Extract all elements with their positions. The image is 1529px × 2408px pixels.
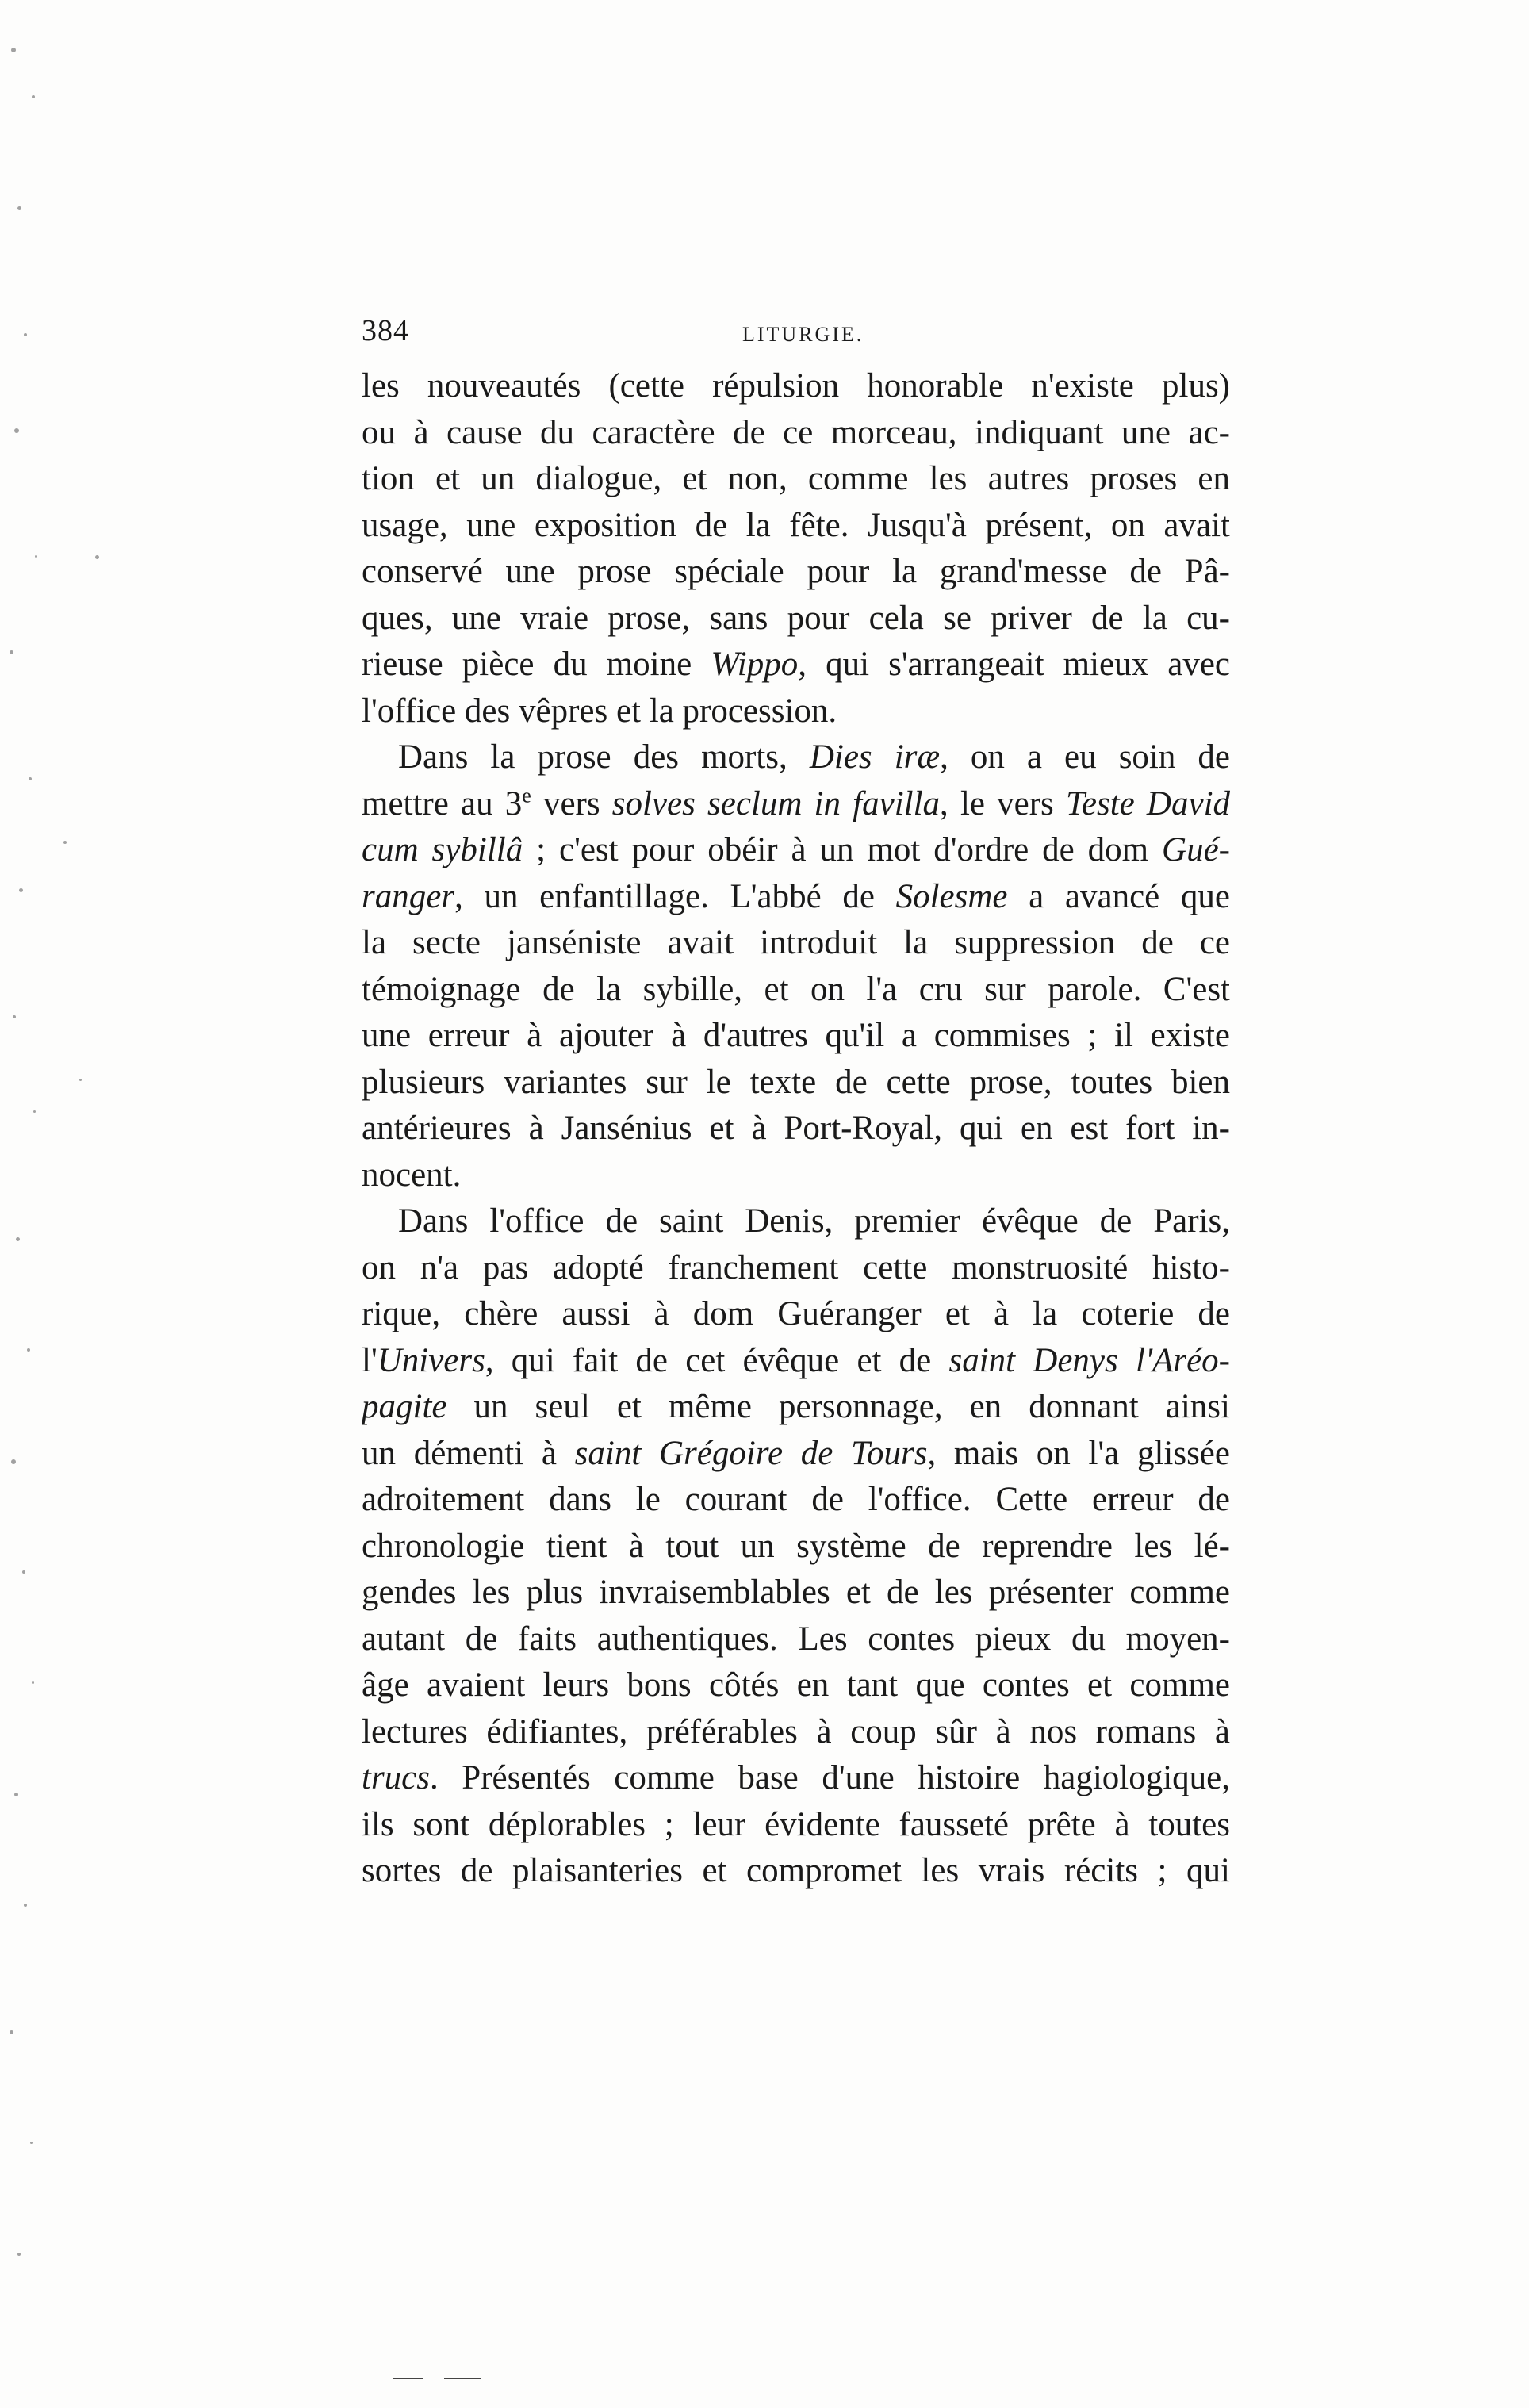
text-segment: chronologie tient à tout un système de reprendre les lé- (362, 1527, 1230, 1565)
scan-speck (24, 1904, 27, 1907)
text-segment: , qui fait de cet évêque et de (485, 1341, 949, 1379)
text-line (362, 642, 1230, 688)
text-line (362, 781, 1230, 828)
scan-speck (10, 650, 13, 654)
body-text (362, 363, 1230, 1895)
text-line (362, 1245, 1230, 1292)
page-header (362, 313, 1230, 361)
text-segment: ou à cause du caractère de ce morceau, indiquant une ac- (362, 413, 1230, 451)
text-segment: ques, une vraie prose, sans pour cela se priver de la cu- (362, 599, 1230, 637)
text-line (362, 1106, 1230, 1152)
text-line (362, 503, 1230, 550)
italic-text: cum sybillâ (362, 831, 523, 868)
text-segment: ils sont déplorables ; leur évidente fausseté prête à toutes (362, 1805, 1230, 1843)
text-line (362, 1338, 1230, 1385)
text-segment: les nouveautés (cette répulsion honorable n'existe plus) (362, 367, 1230, 405)
text-line (362, 363, 1230, 410)
text-line (362, 1662, 1230, 1709)
text-segment: âge avaient leurs bons côtés en tant que contes et comme (362, 1666, 1230, 1704)
scan-speck (29, 777, 32, 780)
text-line (362, 596, 1230, 642)
text-line (362, 1709, 1230, 1756)
text-line (362, 967, 1230, 1014)
text-segment: Dans la prose des morts, (398, 738, 810, 776)
italic-text: Solesme (895, 877, 1008, 915)
scan-speck (17, 206, 21, 210)
text-segment: , mais on l'a glissée (927, 1434, 1230, 1472)
text-segment: , un enfantillage. L'abbé de (454, 877, 896, 915)
text-segment: conservé une prose spéciale pour la grand'messe de Pâ- (362, 553, 1230, 590)
scan-speck (24, 333, 27, 336)
text-line (362, 1848, 1230, 1895)
text-line (362, 688, 1230, 735)
scan-speck (32, 1681, 34, 1684)
text-segment: , on a eu soin de (940, 738, 1230, 776)
text-segment: l' (362, 1341, 377, 1379)
text-segment: mettre au 3 (362, 784, 523, 822)
text-segment: gendes les plus invraisemblables et de les présenter comme (362, 1574, 1230, 1611)
text-line (362, 1570, 1230, 1616)
text-segment: rieuse pièce du moine (362, 646, 711, 683)
text-segment: une erreur à ajouter à d'autres qu'il a commises ; il existe (362, 1017, 1230, 1054)
text-segment: nocent. (362, 1156, 462, 1194)
text-line (362, 1524, 1230, 1570)
scan-speck (14, 428, 19, 433)
text-segment: la secte janséniste avait introduit la suppression de ce (362, 924, 1230, 961)
text-segment: , qui s'arrangeait mieux avec (798, 646, 1230, 683)
text-segment: un seul et même personnage, en donnant ainsi (446, 1388, 1230, 1425)
italic-text: saint Grégoire de Tours (574, 1434, 928, 1472)
text-line (362, 1755, 1230, 1802)
text-line (362, 549, 1230, 596)
scan-speck (79, 1079, 82, 1081)
text-line (362, 1013, 1230, 1060)
text-line (362, 1431, 1230, 1478)
scan-speck (35, 555, 37, 558)
text-line (362, 410, 1230, 457)
scan-speck (33, 1110, 36, 1113)
text-segment: , le vers (940, 784, 1066, 822)
text-segment: un démenti à (362, 1434, 575, 1472)
text-segment: tion et un dialogue, et non, comme les autres proses en (362, 460, 1230, 497)
scan-speck (13, 1015, 16, 1018)
text-line (362, 1384, 1230, 1431)
text-segment: rique, chère aussi à dom Guéranger et à la coterie de (362, 1295, 1230, 1332)
text-line (362, 1616, 1230, 1663)
scan-speck (22, 1570, 25, 1574)
text-line (362, 1198, 1230, 1245)
text-line (362, 874, 1230, 921)
text-line (362, 1477, 1230, 1524)
scan-speck (10, 2030, 13, 2034)
scan-speck (11, 48, 16, 52)
scan-speck (17, 2253, 21, 2256)
italic-text: Univers (377, 1341, 485, 1379)
text-line (362, 1152, 1230, 1199)
italic-text: ranger (362, 877, 455, 915)
italic-text: Gué- (1162, 831, 1230, 868)
text-segment: lectures édifiantes, préférables à coup sûr à nos romans à (362, 1712, 1230, 1750)
italic-text: Dies iræ (809, 738, 941, 776)
italic-text: Wippo (711, 646, 799, 683)
italic-text: Teste David (1065, 784, 1230, 822)
italic-text: pagite (362, 1388, 447, 1425)
text-line (362, 1060, 1230, 1106)
text-line (362, 827, 1230, 874)
running-head: LITURGIE. (742, 323, 864, 346)
text-line (362, 1802, 1230, 1849)
scan-speck (63, 841, 67, 844)
text-line (362, 734, 1230, 781)
scan-speck (27, 1348, 30, 1352)
scan-speck (11, 1459, 16, 1464)
text-segment: sortes de plaisanteries et compromet les vrais récits ; qui (362, 1852, 1230, 1889)
scan-speck (14, 1793, 18, 1796)
scan-speck (16, 1237, 20, 1241)
text-segment: . Présentés comme base d'une histoire hagiologique, (430, 1759, 1230, 1796)
text-segment: Dans l'office de saint Denis, premier évêque de Paris, (398, 1202, 1230, 1240)
scan-speck (19, 888, 23, 892)
italic-text: saint Denys l'Aréo- (948, 1341, 1230, 1379)
superscript-text: e (522, 784, 531, 807)
text-segment: antérieures à Jansénius et à Port-Royal, qui en est fort in- (362, 1110, 1230, 1147)
scan-speck (30, 2142, 33, 2144)
text-line (362, 1291, 1230, 1338)
text-line (362, 920, 1230, 967)
italic-text: solves seclum in favilla (611, 784, 941, 822)
scan-mark (444, 2378, 481, 2379)
text-segment: on n'a pas adopté franchement cette monstruosité histo- (362, 1248, 1230, 1286)
scan-speck (95, 555, 99, 559)
scan-speck (32, 95, 35, 98)
scan-mark (393, 2378, 423, 2379)
text-segment: vers (531, 784, 612, 822)
text-line (362, 456, 1230, 503)
text-segment: plusieurs variantes sur le texte de cette prose, toutes bien (362, 1063, 1230, 1101)
italic-text: trucs (362, 1759, 430, 1796)
text-segment: adroitement dans le courant de l'office. Cette erreur de (362, 1481, 1230, 1518)
text-segment: a avancé que (1007, 877, 1230, 915)
page-number: 384 (362, 314, 409, 347)
text-segment: autant de faits authentiques. Les contes pieux du moyen- (362, 1620, 1230, 1658)
text-segment: l'office des vêpres et la procession. (362, 692, 837, 730)
text-segment: ; c'est pour obéir à un mot d'ordre de dom (523, 831, 1163, 868)
text-segment: usage, une exposition de la fête. Jusqu'à présent, on avait (362, 506, 1230, 544)
text-segment: témoignage de la sybille, et on l'a cru sur parole. C'est (362, 970, 1230, 1008)
